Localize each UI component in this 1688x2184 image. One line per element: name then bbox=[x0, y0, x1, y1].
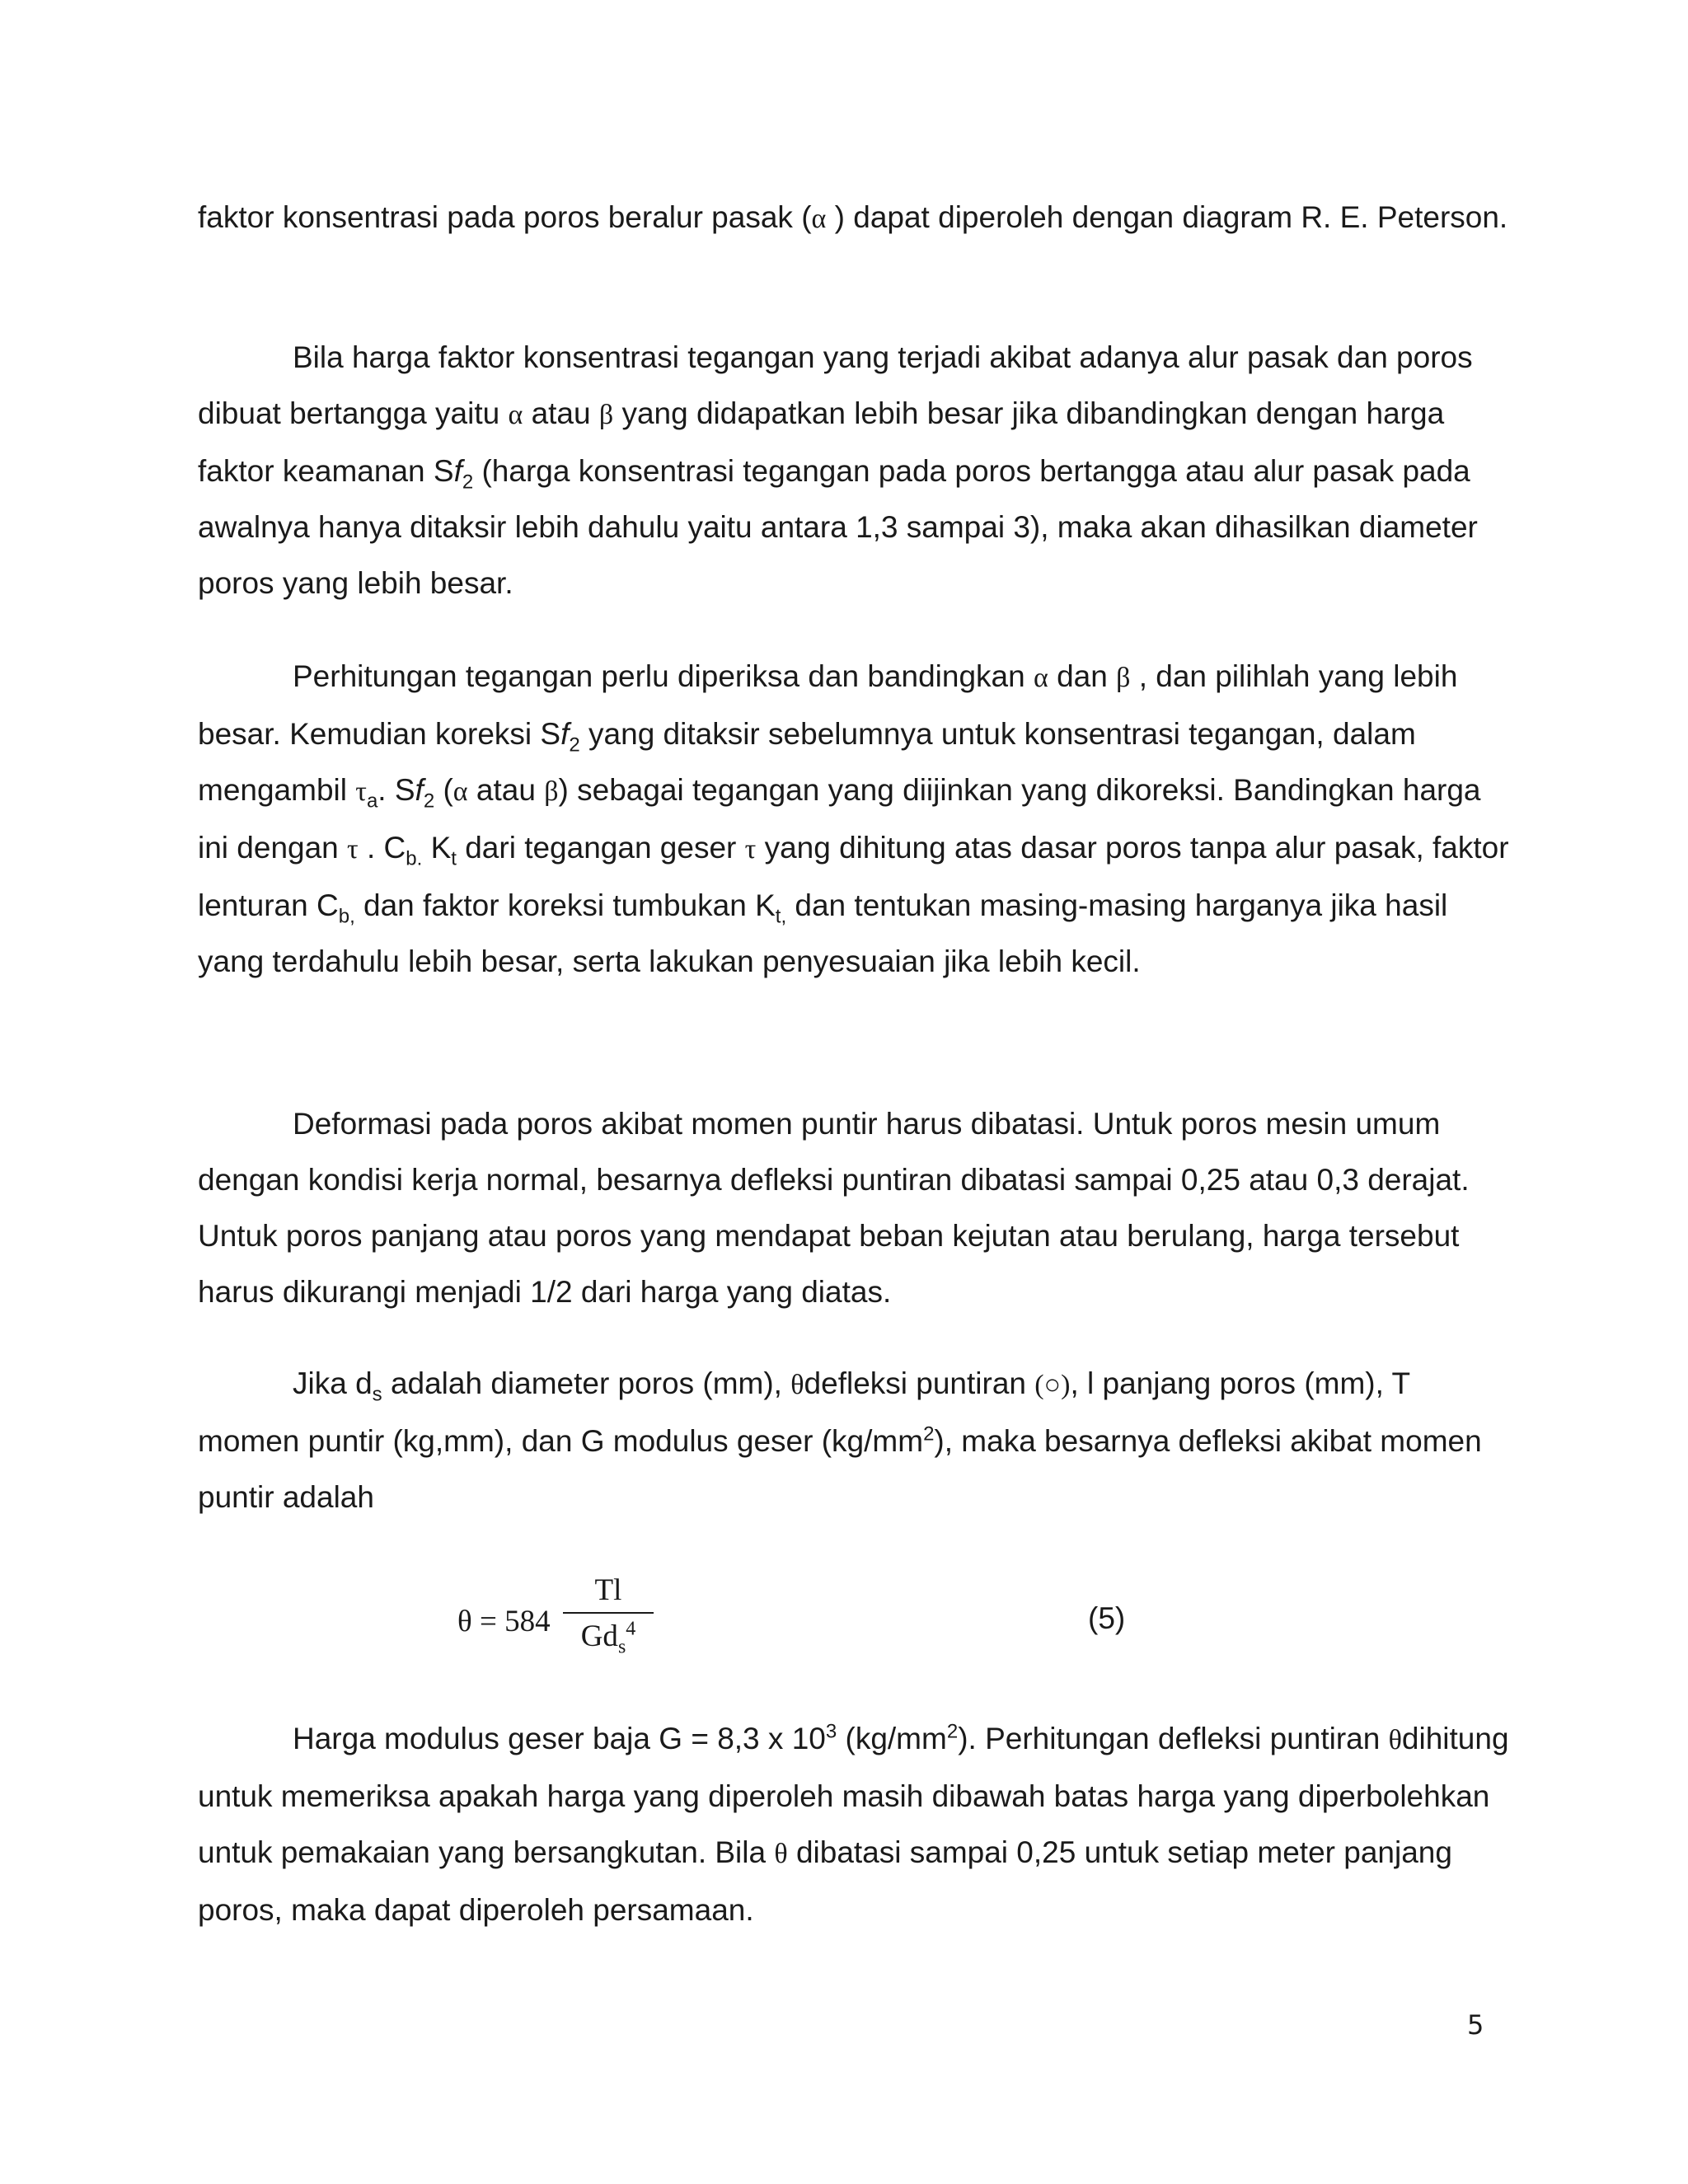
alpha-symbol: α bbox=[452, 776, 468, 807]
p2-text-a: Bila harga faktor konsentrasi tegangan yang terjadi akibat adanya alur pasak dan poros dibuat bertangga yaitu bbox=[198, 340, 1473, 430]
equation-5 bbox=[457, 1566, 655, 1673]
p3-text-n: dan tentukan masing-masing harganya jika hasil yang terdahulu lebih besar, serta lakukan penyesuaian jika lebih kecil. bbox=[198, 888, 1448, 978]
equation-number: (5) bbox=[1088, 1601, 1126, 1635]
p3-text-a: Perhitungan tegangan perlu diperiksa dan bandingkan bbox=[293, 659, 1025, 693]
paragraph-4 bbox=[198, 1096, 1517, 1320]
theta-symbol: θ bbox=[774, 1839, 788, 1869]
p3-text-i: . C bbox=[367, 831, 406, 865]
theta-symbol: θ bbox=[1388, 1725, 1402, 1755]
p3-text-f: ( bbox=[443, 773, 453, 807]
subscript: 2 bbox=[569, 733, 580, 757]
subscript: b. bbox=[406, 847, 423, 870]
p2-text-c: yang didapatkan lebih besar jika dibandingkan dengan harga faktor keamanan S bbox=[198, 396, 1445, 488]
p3-text-k: dari tegangan geser bbox=[465, 831, 737, 865]
den-subscript: s bbox=[617, 1636, 626, 1658]
subscript: t, bbox=[775, 905, 787, 928]
paragraph-1 bbox=[198, 190, 1517, 247]
p2-text-b: atau bbox=[531, 396, 591, 430]
subscript: a bbox=[366, 790, 378, 813]
f-italic: f bbox=[453, 454, 462, 488]
degree-symbol: (○) bbox=[1034, 1370, 1071, 1400]
superscript: 3 bbox=[825, 1720, 837, 1743]
p1-text-a: faktor konsentrasi pada poros beralur pasak ( bbox=[198, 200, 812, 234]
equation-lhs: θ = 584 bbox=[457, 1605, 551, 1638]
tau-symbol: τ bbox=[355, 776, 367, 807]
alpha-symbol: α bbox=[508, 400, 523, 430]
paragraph-2 bbox=[198, 330, 1517, 612]
p5-text-c: defleksi puntiran bbox=[804, 1366, 1026, 1400]
p6-text-d: dihitung untuk memeriksa apakah harga yang diperoleh masih dibawah batas harga yang diperbolehkan untuk pemakaian yang bersangkutan. Bila bbox=[198, 1722, 1509, 1869]
paragraph-3 bbox=[198, 649, 1517, 990]
p6-text-b: (kg/mm bbox=[845, 1722, 947, 1755]
equation-denominator bbox=[563, 1618, 654, 1658]
p3-text-g: atau bbox=[476, 773, 536, 807]
superscript: 2 bbox=[923, 1422, 935, 1446]
paragraph-5 bbox=[198, 1356, 1517, 1526]
p5-text-b: adalah diameter poros (mm), bbox=[390, 1366, 782, 1400]
p2-text-d: (harga konsentrasi tegangan pada poros bertangga atau alur pasak pada awalnya hanya ditaksir lebih dahulu yaitu antara 1,3 sampai 3), maka akan dihasilkan diameter poros yang lebih besar. bbox=[198, 454, 1478, 600]
beta-symbol: β bbox=[598, 400, 614, 430]
page-number: 5 bbox=[1467, 2009, 1484, 2041]
beta-symbol: β bbox=[1116, 663, 1131, 693]
p5-text-e: ), maka besarnya defleksi akibat momen puntir adalah bbox=[198, 1424, 1482, 1514]
p3-text-e: . S bbox=[377, 773, 415, 807]
p3-text-j: K bbox=[430, 831, 452, 865]
tau-symbol: τ bbox=[744, 834, 757, 865]
equation-numerator: Tl bbox=[594, 1573, 622, 1607]
p6-text-e: dibatasi sampai 0,25 untuk setiap meter panjang poros, maka dapat diperoleh persamaan. bbox=[198, 1835, 1452, 1927]
p3-text-c: , dan pilihlah yang lebih besar. Kemudian koreksi S bbox=[198, 659, 1458, 751]
tau-symbol: τ bbox=[347, 834, 359, 865]
den-superscript: 4 bbox=[626, 1618, 636, 1640]
p6-text-c: ). Perhitungan defleksi puntiran bbox=[958, 1722, 1381, 1755]
fraction-bar bbox=[563, 1612, 654, 1614]
subscript: t bbox=[451, 847, 457, 870]
p6-text-a: Harga modulus geser baja G = 8,3 x 10 bbox=[293, 1722, 826, 1755]
p5-text-d: , l panjang poros (mm), T momen puntir (kg,mm), dan G modulus geser (kg/mm bbox=[198, 1366, 1410, 1458]
p3-text-h: ) sebagai tegangan yang diijinkan yang dikoreksi. Bandingkan harga ini dengan bbox=[198, 773, 1481, 865]
den-text: Gd bbox=[580, 1619, 618, 1653]
p5-text-a: Jika d bbox=[293, 1366, 373, 1400]
p3-text-b: dan bbox=[1057, 659, 1108, 693]
p4-text: Deformasi pada poros akibat momen puntir harus dibatasi. Untuk poros mesin umum dengan kondisi kerja normal, besarnya defleksi puntiran dibatasi sampai 0,25 atau 0,3 derajat. Untuk poros panjang atau poros yang mendapat beban kejutan atau berulang, harga tersebut harus dikurangi menjadi 1/2 dari harga yang diatas. bbox=[198, 1107, 1470, 1309]
f-italic: f bbox=[560, 717, 570, 751]
equation-fraction bbox=[563, 1572, 654, 1658]
paragraph-6 bbox=[198, 1711, 1517, 1938]
subscript: s bbox=[372, 1383, 382, 1406]
alpha-symbol: α bbox=[1033, 663, 1048, 693]
theta-symbol: θ bbox=[790, 1370, 804, 1400]
beta-symbol: β bbox=[544, 776, 559, 807]
subscript: 2 bbox=[462, 471, 474, 494]
subscript: b, bbox=[338, 905, 355, 928]
p3-text-l: yang dihitung atas dasar poros tanpa alur pasak, faktor lenturan C bbox=[198, 831, 1509, 922]
superscript: 2 bbox=[946, 1720, 959, 1743]
f-italic: f bbox=[415, 773, 424, 807]
subscript: 2 bbox=[423, 790, 435, 813]
p3-text-m: dan faktor koreksi tumbukan K bbox=[363, 888, 776, 922]
p1-text-b: ) dapat diperoleh dengan diagram R. E. Peterson. bbox=[834, 200, 1508, 234]
alpha-symbol: α bbox=[811, 204, 827, 234]
p3-text-d: yang ditaksir sebelumnya untuk konsentrasi tegangan, dalam mengambil bbox=[198, 717, 1416, 807]
